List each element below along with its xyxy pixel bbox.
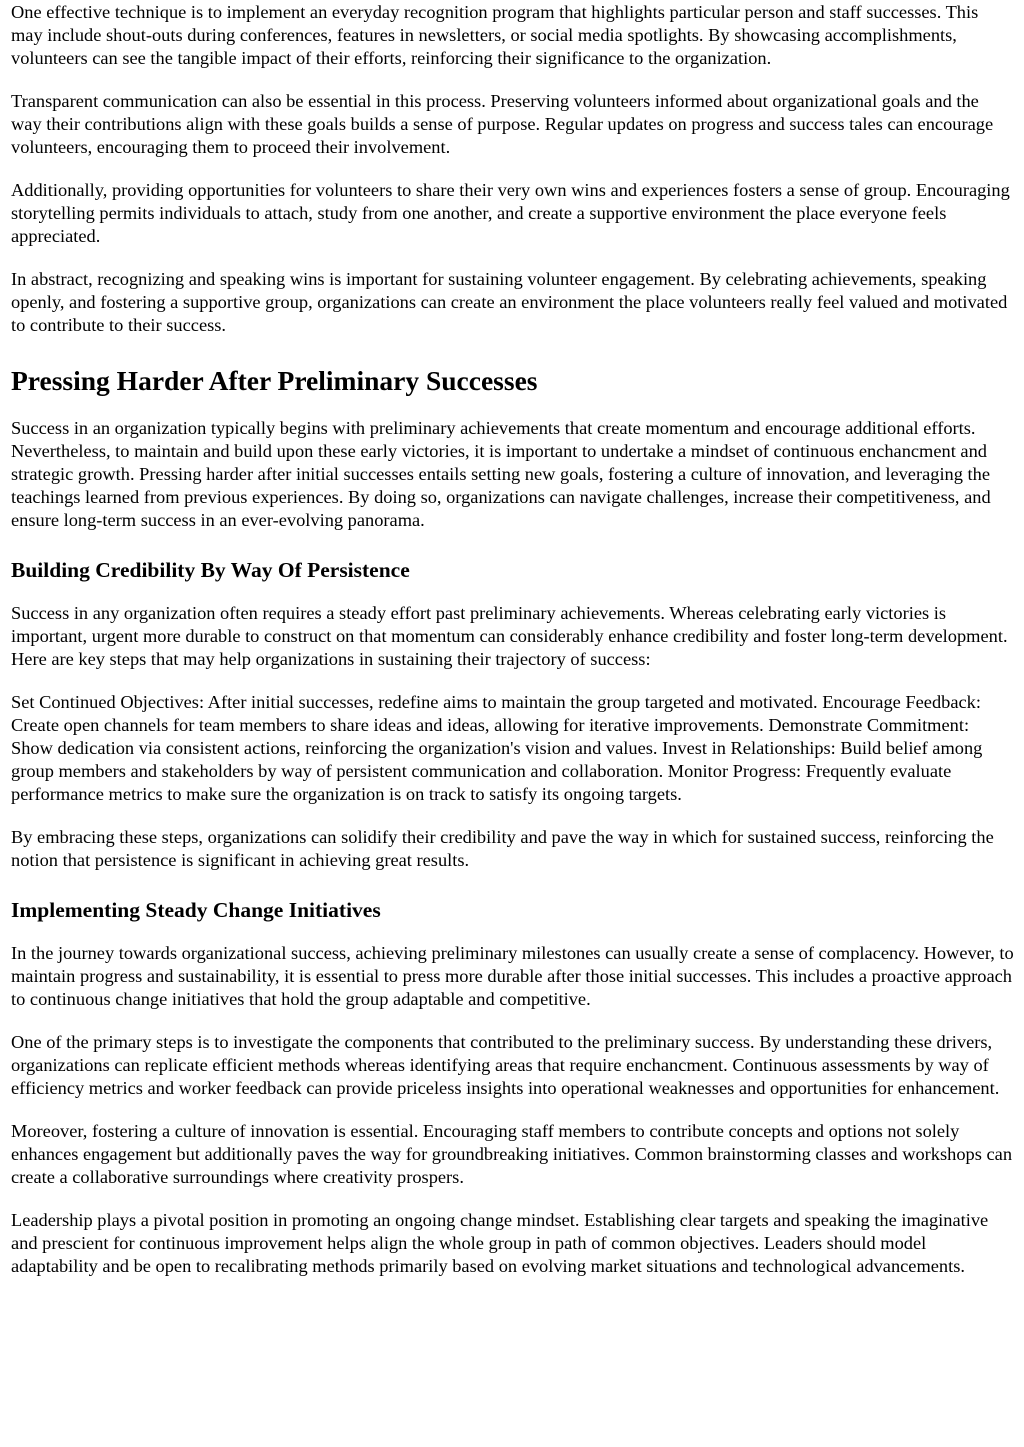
change-paragraph-2: One of the primary steps is to investigate the components that contributed to the preliminary success. By understanding these drivers, organizations can replicate efficient methods whereas identifying areas that require enchancment. Continuous assessments by way of efficiency metrics and worker feedback can provide priceless insights into operational weaknesses and opportunities for enhancement.: [11, 1032, 1000, 1098]
credibility-paragraph-2: Set Continued Objectives: After initial successes, redefine aims to maintain the group targeted and motivated. Encourage Feedback: Create open channels for team members to share ideas and ideas, allowing for iterative improvements. Demonstrate Commitment: Show dedication via consistent actions, reinforcing the organization's vision and values. Invest in Relationships: Build belief among group members and stakeholders by way of persistent communication and collaboration. Monitor Progress: Frequently evaluate performance metrics to make sure the organization is on track to satisfy its ongoing targets.: [11, 692, 983, 804]
intro-paragraph-1: One effective technique is to implement an everyday recognition program that highlights particular person and staff successes. This may include shout-outs during conferences, features in newsletters, or social media spotlights. By showcasing accomplishments, volunteers can see the tangible impact of their efforts, reinforcing their significance to the organization.: [11, 2, 979, 68]
pressing-harder-paragraph: Success in an organization typically begins with preliminary achievements that create momentum and encourage additional efforts. Nevertheless, to maintain and build upon these early victories, it is important to undertake a mindset of continuous enchancment and strategic growth. Pressing harder after initial successes entails setting new goals, fostering a culture of innovation, and leveraging the teachings learned from previous experiences. By doing so, organizations can navigate challenges, increase their competitiveness, and ensure long-term success in an ever-evolving panorama.: [11, 418, 991, 530]
intro-paragraph-2: Transparent communication can also be essential in this process. Preserving volunteers informed about organizational goals and the way their contributions align with these goals builds a sense of purpose. Regular updates on progress and success tales can encourage volunteers, encouraging them to proceed their involvement.: [11, 91, 994, 157]
change-paragraph-1: In the journey towards organizational success, achieving preliminary milestones can usually create a sense of complacency. However, to maintain progress and sustainability, it is essential to press more durable after those initial successes. This includes a proactive approach to continuous change initiatives that hold the group adaptable and competitive.: [11, 943, 1014, 1009]
credibility-paragraph-3: By embracing these steps, organizations can solidify their credibility and pave the way in which for sustained success, reinforcing the notion that persistence is significant in achieving great results.: [11, 827, 994, 870]
credibility-paragraph-1: Success in any organization often requires a steady effort past preliminary achievements. Whereas celebrating early victories is important, urgent more durable to construct on that momentum can considerably enhance credibility and foster long-term development. Here are key steps that may help organizations in sustaining their trajectory of success:: [11, 603, 1008, 669]
section-heading-steady-change: Implementing Steady Change Initiatives: [11, 898, 381, 922]
intro-paragraph-4: In abstract, recognizing and speaking wins is important for sustaining volunteer engagement. By celebrating achievements, speaking openly, and fostering a supportive group, organizations can create an environment the place volunteers really feel valued and motivated to contribute to their success.: [11, 269, 1008, 335]
section-heading-building-credibility: Building Credibility By Way Of Persistence: [11, 558, 410, 582]
change-paragraph-3: Moreover, fostering a culture of innovation is essential. Encouraging staff members to contribute concepts and options not solely enhances engagement but additionally paves the way for groundbreaking initiatives. Common brainstorming classes and workshops can create a collaborative surroundings where creativity prospers.: [11, 1121, 1013, 1187]
section-heading-pressing-harder: Pressing Harder After Preliminary Successes: [11, 365, 538, 396]
change-paragraph-4: Leadership plays a pivotal position in promoting an ongoing change mindset. Establishing clear targets and speaking the imaginative and prescient for continuous improvement helps align the whole group in path of common objectives. Leaders should model adaptability and be open to recalibrating methods primarily based on evolving market situations and technological advancements.: [11, 1210, 989, 1276]
intro-paragraph-3: Additionally, providing opportunities for volunteers to share their very own wins and experiences fosters a sense of group. Encouraging storytelling permits individuals to attach, study from one another, and create a supportive environment the place everyone feels appreciated.: [11, 180, 1010, 246]
article-body: [0, 1, 1024, 1278]
